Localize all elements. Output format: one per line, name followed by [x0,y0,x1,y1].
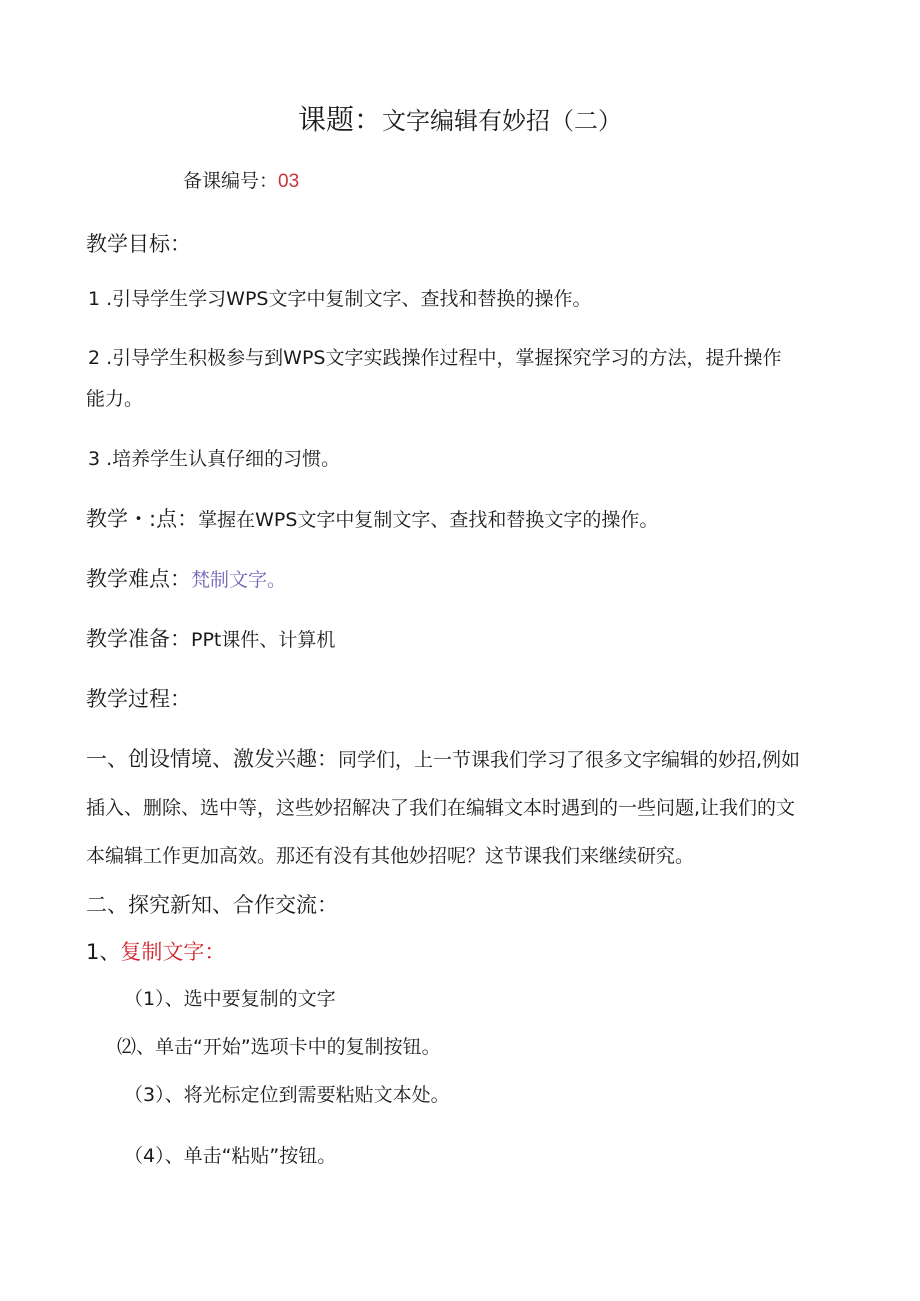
key-point-text: 掌握在WPS文字中复制文字、查找和替换文字的操作。 [198,509,659,531]
objectives-heading: 教学目标： [86,232,191,256]
objective-item-1 [88,290,592,309]
copy-step-2: ⑵、单击“开始”选项卡中的复制按钮。 [117,1036,441,1058]
preparation-label: 教学准备： [86,627,191,651]
objective-num: 1 [88,288,101,310]
process-heading: 教学过程： [86,687,191,711]
objective-num: 2 [88,347,101,369]
preparation-text: PPt课件、计算机 [191,629,336,651]
key-point [86,509,658,530]
section1-text: 同学们，上一节课我们学习了很多文字编辑的妙招,例如 [338,749,801,771]
copy-section-label: 复制文字： [120,940,226,964]
copy-section-num: 1、 [86,940,121,964]
copy-step-1: （1）、选中要复制的文字 [124,988,336,1010]
objective-item-2-continued: 能力。 [86,388,144,410]
copy-step-4: （4）、单击“粘贴”按钮。 [124,1145,337,1167]
objective-item-3 [88,450,340,469]
objective-text: .引导学生积极参与到WPS文字实践操作过程中，掌握探究学习的方法，提升操作 [106,347,782,369]
lesson-number-value: 03 [278,171,300,192]
preparation [86,629,335,650]
section1-line2: 插入、删除、选中等，这些妙招解决了我们在编辑文本时遇到的一些问题,让我们的文 [86,797,796,819]
title-text: 文字编辑有妙招（二） [382,107,622,135]
section2-heading: 二、探究新知、合作交流： [86,893,338,917]
section1-line1 [86,749,800,770]
difficulty-text: 梵制文字。 [191,569,287,591]
key-point-label: 教学・:点： [86,507,199,531]
objective-text: .培养学生认真仔细的习惯。 [106,448,341,470]
copy-section-heading [86,942,225,963]
difficulty-label: 教学难点： [86,567,191,591]
lesson-number-label: 备课编号： [183,170,279,192]
objective-num: 3 [88,448,101,470]
section1-label: 一、创设情境、激发兴趣： [86,747,338,771]
lesson-number [183,172,299,191]
objective-item-2 [88,349,782,368]
title-label: 课题： [297,103,382,136]
page-title [0,103,920,136]
difficulty [86,569,286,590]
copy-step-3: （3）、将光标定位到需要粘贴文本处。 [124,1084,450,1106]
section1-line3: 本编辑工作更加高效。那还有没有其他妙招呢？这节课我们来继续研究。 [86,845,695,867]
objective-text: .引导学生学习WPS文字中复制文字、查找和替换的操作。 [106,288,592,310]
